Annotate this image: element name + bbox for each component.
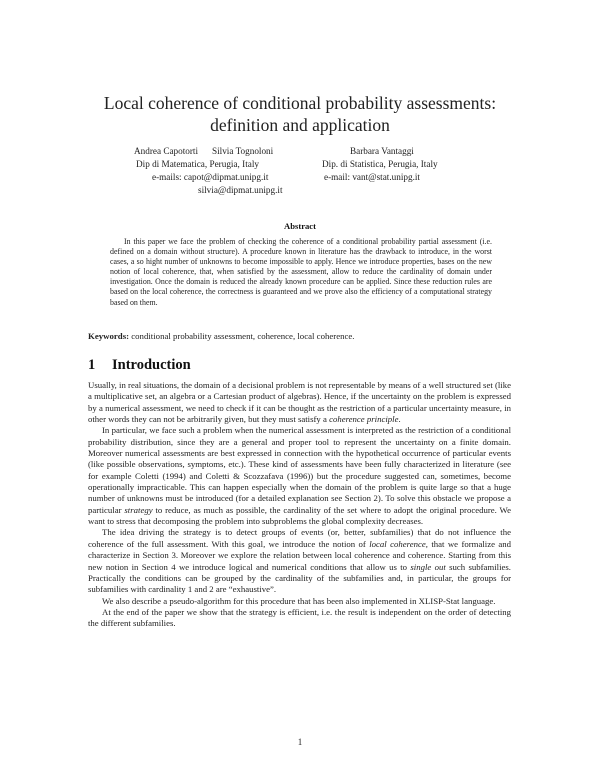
author-name-2: Silvia Tognoloni [212,146,274,156]
section-title: Introduction [112,357,191,373]
page-number: 1 [297,737,303,747]
affiliation-left: Dip di Matematica, Perugia, Italy [136,159,259,169]
title-line-1: Local coherence of conditional probability assessments: [103,93,497,113]
author-name-3: Barbara Vantaggi [350,146,414,156]
paragraph-3-text-c: such subfamilies. Practically the conditions can be grouped by the cardinality of the subfamilies and, in particular, the groups for subfamilies with cardinality 1 and 2 are “exhaustive”. [88,561,511,595]
paragraph-1-text-a: Usually, in real situations, the domain of a decisional problem is not representable by means of a well structured set (like a multiplicative set, an algebra or a Cartesian product of algebras). Hence, if the uncertainty on the problem is expressed by a numerical assessment, we need to check if it can be thought as the restriction of a particular uncertainty measure, in other words they can not be arbitrarily given, but they must satisfy a [88,380,511,425]
paragraph-3-text-a: The idea driving the strategy is to detect groups of events (or, better, subfamilies) that do not influence the coherence of the full assessment. With this goal, we introduce the notion of [88,527,511,549]
author-name-1: Andrea Capotorti [134,146,199,156]
abstract-heading: Abstract [284,221,316,231]
affiliation-right: Dip. di Statistica, Perugia, Italy [322,159,438,169]
keywords-label: Keywords: [88,331,130,341]
paragraph-3 [88,527,511,595]
section-body [88,380,511,630]
paragraph-1-text-b: . [398,414,401,425]
paragraph-5: At the end of the paper we show that the strategy is efficient, i.e. the result is independent on the order of detecting the different subfamilies. [88,606,511,629]
paragraph-4: We also describe a pseudo-algorithm for this procedure that has been also implemented in XLISP-Stat language. [102,595,496,606]
paragraph-2-emphasis: strategy [124,504,153,515]
paragraph-3-emphasis-2: single out [410,561,446,572]
email-right: e-mail: vant@stat.unipg.it [324,172,420,182]
email-left-1: e-mails: capot@dipmat.unipg.it [152,172,269,182]
paragraph-2 [88,425,511,527]
keywords [88,331,518,341]
section-heading [88,357,508,374]
email-left-2: silvia@dipmat.unipg.it [198,185,283,195]
paragraph-1-emphasis: coherence principle [329,414,399,425]
title-line-2: definition and application [210,115,390,135]
paper-title [60,92,540,136]
paragraph-3-text-b: , that we formalize and characterize in Section 3. Moreover we explore the relation between local coherence and coherence. Starting from this new notion in Section 4 we introduce logical and numerical conditions that allow us to [88,538,511,572]
paragraph-1 [88,380,511,425]
paragraph-2-text-b: to reduce, as much as possible, the cardinality of the set where to adopt the original procedure. We want to stress that decomposing the problem into subproblems the global complexity decreases. [88,504,511,527]
abstract-text: In this paper we face the problem of checking the coherence of a conditional probability partial assessment (i.e. defined on a domain without structure). A procedure known in literature has the drawback to introduce, in the worst cases, a so hight number of unknowns to become impossible to apply. Hence we introduce properties, bases on the new notion of local coherence, that, when satisfied by the assessment, allow to reduce the cardinality of domain under investigation. Once the domain is reduced the already known procedure can be applied. Since these reduction rules are based on the local coherence, the correctness is guaranteed and we prove also the efficiency of a computational strategy based on them. [110,237,492,307]
keywords-text: conditional probability assessment, coherence, local coherence. [131,331,355,341]
paragraph-2-text-a: In particular, we face such a problem when the numerical assessment is interpreted as the restriction of a conditional probability distribution, since they are a general and proper tool to represent the uncertainty on a finite domain. Moreover numerical assessments are best expressed in connection with the hypothetical occurrence of particular events (like possible observations, symptoms, etc.). These kind of assessments have been fully characterized in literature (see for example Coletti (1994) and Coletti & Scozzafava (1996)) but the procedure suggested can, sometimes, become operationally impracticable. This can happen especially when the domain of the problem is quite large so that a huge number of unknowns must be introduced (for a detailed explanation see Section 2). To solve this obstacle we propose a particular [88,425,511,515]
section-number: 1 [88,357,96,373]
abstract [110,237,492,308]
paragraph-3-emphasis-1: local coherence [369,538,426,549]
